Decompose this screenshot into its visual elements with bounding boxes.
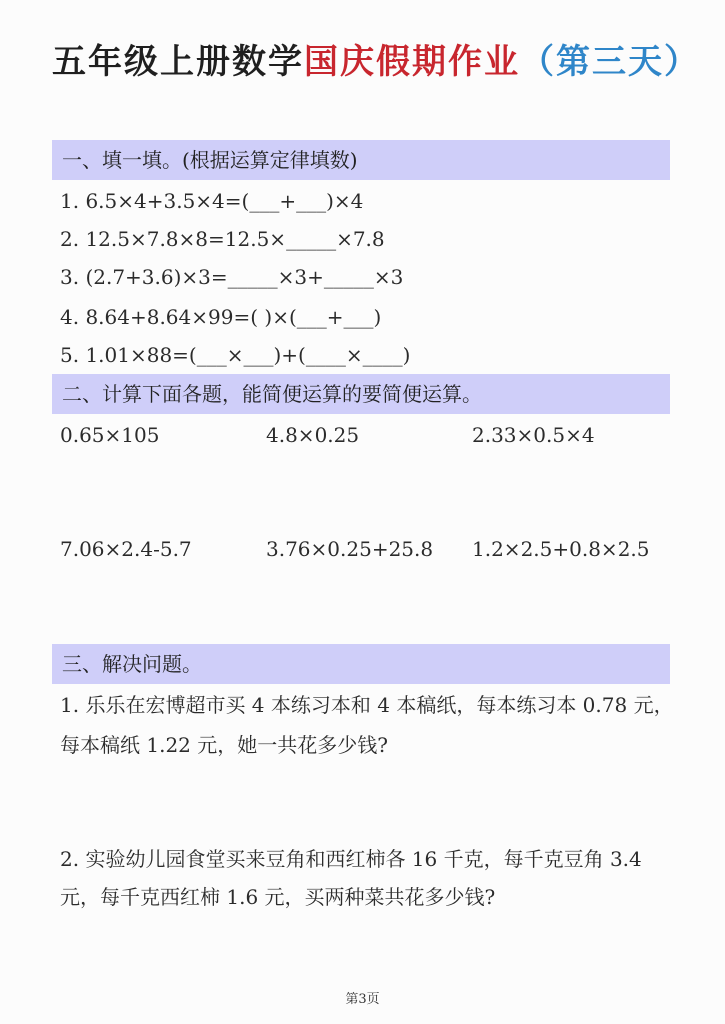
word-problem-2-line-1: 2. 实验幼儿园食堂买来豆角和西红柿各 16 千克，每千克豆角 3.4 xyxy=(60,847,642,871)
fill-item-4: 4. 8.64+8.64×99=( )×(___+___) xyxy=(60,305,382,329)
fill-item-1: 1. 6.5×4+3.5×4=(___+___)×4 xyxy=(60,189,364,213)
title-day: （第三天） xyxy=(520,42,700,82)
title-holiday-homework: 国庆假期作业 xyxy=(304,42,520,82)
fill-item-3: 3. (2.7+3.6)×3=_____×3+_____×3 xyxy=(60,265,404,289)
title-grade: 五年级上册数学 xyxy=(52,42,304,82)
calc-problem-2: 4.8×0.25 xyxy=(266,423,360,447)
fill-item-5: 5. 1.01×88=(___×___)+(____×____) xyxy=(60,343,411,367)
calc-problem-4: 7.06×2.4-5.7 xyxy=(60,537,192,561)
fill-item-2: 2. 12.5×7.8×8=12.5×_____×7.8 xyxy=(60,227,385,251)
word-problem-1-line-2: 每本稿纸 1.22 元，她一共花多少钱? xyxy=(60,733,388,757)
section-3-heading: 三、解决问题。 xyxy=(52,644,670,684)
word-problem-2-line-2: 元，每千克西红柿 1.6 元，买两种菜共花多少钱? xyxy=(60,885,496,909)
section-1-heading: 一、填一填。(根据运算定律填数) xyxy=(52,140,670,180)
page-number: 第3页 xyxy=(345,992,380,1007)
section-2-heading: 二、计算下面各题，能简便运算的要简便运算。 xyxy=(52,374,670,414)
calc-problem-3: 2.33×0.5×4 xyxy=(472,423,595,447)
page-title xyxy=(52,36,700,88)
calc-problem-1: 0.65×105 xyxy=(60,423,160,447)
word-problem-1-line-1: 1. 乐乐在宏博超市买 4 本练习本和 4 本稿纸，每本练习本 0.78 元， xyxy=(60,693,674,717)
calc-problem-6: 1.2×2.5+0.8×2.5 xyxy=(472,537,650,561)
calc-problem-5: 3.76×0.25+25.8 xyxy=(266,537,434,561)
